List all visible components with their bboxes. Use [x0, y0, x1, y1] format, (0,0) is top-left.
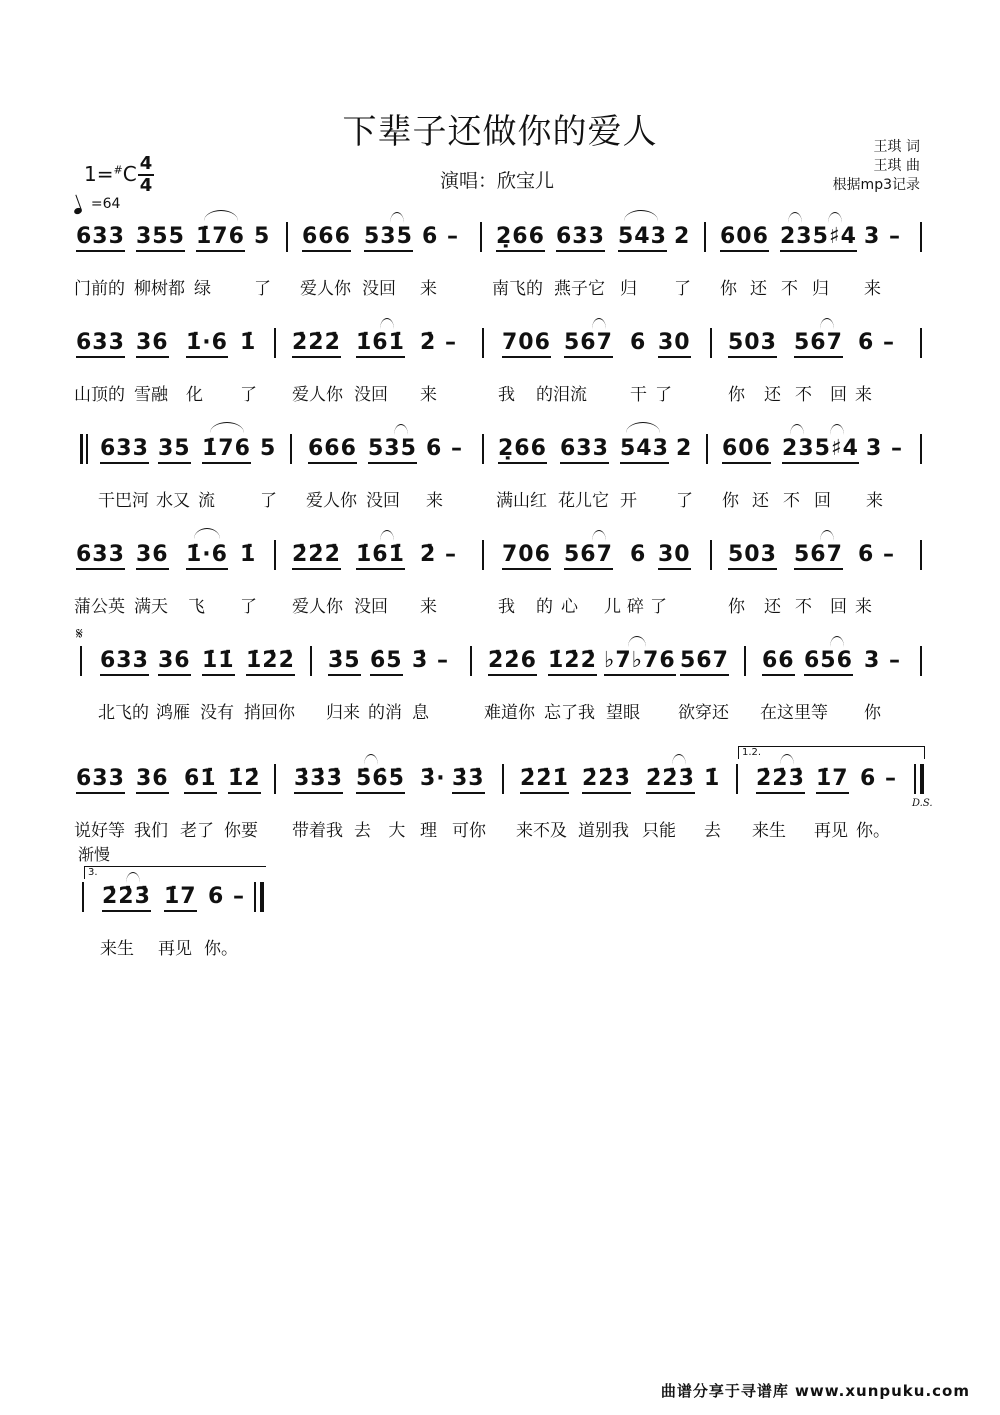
key-letter: C [122, 162, 137, 186]
lyric: 我们 [134, 821, 168, 841]
lyric: 了 [676, 491, 693, 511]
note-group: 5 [254, 224, 271, 249]
note-group: 633 [76, 224, 125, 252]
lyric: 蒲公英 [74, 597, 125, 617]
note-group: 36 [136, 330, 169, 358]
note-group: 6 – [426, 436, 463, 461]
lyric: 来生 [752, 821, 786, 841]
lyric: 带着我 [292, 821, 343, 841]
note-group: 1̇ [240, 330, 257, 355]
repeat-end [920, 764, 924, 794]
segno-sign: 𝄋 [76, 624, 83, 643]
lyric: 捎回你 [244, 703, 295, 723]
note-group: 535 [364, 224, 413, 252]
bar-line [710, 540, 712, 570]
note-group: 3̇· [420, 766, 446, 791]
bar-line [82, 882, 84, 912]
lyric: 的泪流 [536, 385, 587, 405]
lyric: 你要 [224, 821, 258, 841]
lyric: 鸿雁 [156, 703, 190, 723]
lyric: 还不归 [750, 279, 843, 299]
bar-line [480, 222, 482, 252]
tempo-value: =64 [90, 196, 121, 212]
bar-line [274, 540, 276, 570]
slur [788, 212, 802, 223]
lyric: 息 [412, 703, 429, 723]
slur [626, 422, 660, 433]
bar-line [482, 328, 484, 358]
note-group: 2̇2̇2̇ [292, 542, 341, 570]
note-group: 1̇2̇2̇ [548, 648, 597, 676]
lyric: 你。 [204, 939, 238, 959]
note-group: 3̇3̇ [452, 766, 485, 794]
notes [74, 747, 926, 806]
note-group: 2̇2̇6 [488, 648, 537, 676]
lyric: 还不 [764, 597, 826, 617]
lyric: 你 [864, 703, 881, 723]
lyric: 满山红 [496, 491, 547, 511]
note-group: 235♯4 [780, 224, 857, 252]
note-group: 706 [502, 330, 551, 358]
lyric: 来 [420, 279, 437, 299]
lyric: 爱人你 [292, 597, 343, 617]
slur [394, 424, 408, 435]
volta-bracket-3: 3. [84, 866, 266, 879]
note-group: 1̇61̇ [356, 542, 405, 570]
notes [74, 648, 926, 688]
score-row-1 [74, 224, 926, 314]
lyric: 只能 [642, 821, 676, 841]
note-group: 5 [260, 436, 277, 461]
note-group: 36 [158, 648, 191, 676]
note-group: 6̇5 [370, 648, 403, 676]
note-group: 633 [76, 542, 125, 570]
score-row-3 [74, 436, 926, 526]
lyric: 来 [420, 597, 437, 617]
lyric: 南飞的 [492, 279, 543, 299]
bar-line [482, 540, 484, 570]
note-group: 1̇ [240, 542, 257, 567]
lyric: 干了 [630, 385, 680, 405]
note-group: 3̇5 [328, 648, 361, 676]
slur [194, 528, 220, 539]
note-group: 2̣66 [496, 224, 545, 252]
score-row-7 [74, 867, 926, 974]
lyric: 说好等 [74, 821, 125, 841]
time-top: 4 [139, 153, 153, 174]
note-group: 503 [728, 330, 777, 358]
note-group: 2̇2̇1̇ [520, 766, 569, 794]
bar-line [920, 328, 922, 358]
time-bottom: 4 [139, 175, 153, 196]
lyric: 还不回 [752, 491, 845, 511]
note-group: 1̇·6 [186, 542, 228, 570]
slur [830, 424, 844, 435]
lyric: 你 [722, 491, 739, 511]
sharp-sign: # [113, 163, 123, 177]
lyric: 还不 [764, 385, 826, 405]
note-group: 2 [674, 224, 691, 249]
note-group: 235♯4 [782, 436, 859, 464]
key-signature [84, 162, 137, 186]
lyric: 的心 [536, 597, 586, 617]
note-group: 3̇ – [412, 648, 449, 673]
slur [828, 212, 842, 223]
slur [380, 318, 394, 329]
ritardando: 渐慢 [78, 845, 111, 864]
bar-line [710, 328, 712, 358]
notes [74, 330, 926, 370]
note-group: 2̇2̇3̇ [102, 884, 151, 912]
lyric: 雪融 [134, 385, 168, 405]
note-group: 1̇76 [196, 224, 245, 252]
bar-line [310, 646, 312, 676]
bar-line [274, 328, 276, 358]
note-group: 633 [76, 766, 125, 794]
lyric: 你 [728, 385, 745, 405]
lyric: 你 [728, 597, 745, 617]
lyric: 化 [186, 385, 203, 405]
lyric: 了 [254, 279, 271, 299]
singer: 演唱：欣宝儿 [440, 170, 555, 192]
note-group: 543 [618, 224, 667, 252]
lyric: 理 [420, 821, 437, 841]
note-group: 6 [630, 330, 647, 355]
lyric: 燕子它 [554, 279, 605, 299]
note-group: 606 [720, 224, 769, 252]
slur [204, 210, 238, 221]
lyric: 绿 [194, 279, 211, 299]
bar-line [502, 764, 504, 794]
notes [74, 867, 926, 924]
lyric: 飞 [188, 597, 205, 617]
note-group: 567 [680, 648, 729, 676]
slur [364, 754, 378, 765]
footer-watermark: 曲谱分享于寻谱库 www.xunpuku.com [660, 1382, 970, 1400]
slur [592, 530, 606, 541]
lyric: 老了 [180, 821, 214, 841]
lyric: 来 [866, 491, 883, 511]
note-group: 36 [136, 766, 169, 794]
note-group: 30 [658, 542, 691, 570]
lyric: 没回 [354, 385, 388, 405]
lyric: 里等 [794, 703, 828, 723]
note-group: 2 [676, 436, 693, 461]
note-group: 567 [794, 330, 843, 358]
lyric: 回来 [830, 385, 880, 405]
bar-line [290, 434, 292, 464]
lyric: 我 [498, 597, 515, 617]
lyric: 来 [864, 279, 881, 299]
note-group: 503 [728, 542, 777, 570]
note-group: 6 – [860, 766, 897, 791]
lyric: 开 [620, 491, 637, 511]
score-row-2 [74, 330, 926, 420]
bar-line [482, 434, 484, 464]
slur [390, 212, 404, 223]
lyric: 去 [704, 821, 721, 841]
note-group: 6 – [422, 224, 459, 249]
lyric: 干巴河 [98, 491, 149, 511]
note-group: 6 [630, 542, 647, 567]
notes [74, 542, 926, 582]
slur [820, 318, 834, 329]
note-group: 1̇·6 [186, 330, 228, 358]
note-group: 66 [762, 648, 795, 676]
note-group: 2̣66 [498, 436, 547, 464]
volta-bracket: 1.2. [738, 746, 925, 759]
final-bar-line [260, 882, 264, 912]
note-group: 633 [76, 330, 125, 358]
lyric: 柳树都 [134, 279, 185, 299]
slur [592, 318, 606, 329]
lyric: 爱人你 [292, 385, 343, 405]
lyric: 爱人你 [300, 279, 351, 299]
lyric: 爱人你 [306, 491, 357, 511]
slur [820, 530, 834, 541]
lyric: 道别我 [578, 821, 629, 841]
notes [74, 224, 926, 264]
lyric: 北飞的 [98, 703, 149, 723]
lyric: 来 [420, 385, 437, 405]
bar-line [80, 646, 82, 676]
note-group: 2̇2̇3̇ [756, 766, 805, 794]
lyric: 可你 [452, 821, 486, 841]
note-group: 1̇2̇ [228, 766, 261, 794]
note-group: 3 – [864, 648, 901, 673]
ds-mark: D.S. [912, 798, 933, 809]
lyric: 归来 [326, 703, 360, 723]
note-group: 2̇ – [420, 330, 457, 355]
bar-line [744, 646, 746, 676]
slur [672, 754, 686, 765]
note-group: 3̇3̇3̇ [294, 766, 343, 794]
lyric: 了 [260, 491, 277, 511]
lyric: 来不及 [516, 821, 567, 841]
slur [830, 636, 844, 647]
credits [833, 138, 920, 195]
source-note: 根据mp3记录 [832, 177, 920, 193]
composer: 王琪 曲 [873, 158, 920, 174]
note-group: 656 [804, 648, 853, 676]
bar-line [920, 540, 922, 570]
note-group: 567 [564, 330, 613, 358]
lyric: 了 [240, 597, 257, 617]
lyric: 去 大 [354, 821, 412, 841]
note-group: 1̇1̇ [202, 648, 235, 676]
lyric: 回来 [830, 597, 880, 617]
lyric: 再见 [158, 939, 192, 959]
lyric: 儿碎了 [604, 597, 673, 617]
bar-line [286, 222, 288, 252]
score-row-4 [74, 542, 926, 632]
note-group: 1̇76 [202, 436, 251, 464]
bar-line [470, 646, 472, 676]
note-group: 666 [308, 436, 357, 464]
note-group: 355 [136, 224, 185, 252]
note-group: 567 [564, 542, 613, 570]
note-group: 36 [136, 542, 169, 570]
lyric: 没回 [366, 491, 400, 511]
note-group: 1̇7 [816, 766, 849, 794]
lyric: 的消 [368, 703, 402, 723]
note-group: 606 [722, 436, 771, 464]
note-group: 3 – [866, 436, 903, 461]
note-group: 3 – [864, 224, 901, 249]
note-group: 633 [100, 648, 149, 676]
score-row-6 [74, 747, 926, 856]
note-group: 633 [560, 436, 609, 464]
repeat-start [80, 434, 83, 464]
bar-line [920, 434, 922, 464]
note-group: 535 [368, 436, 417, 464]
note-group: 30 [658, 330, 691, 358]
note-group: 567 [794, 542, 843, 570]
lyricist: 王琪 词 [873, 139, 920, 155]
lyric: 没有 [200, 703, 234, 723]
slur [380, 530, 394, 541]
lyric: 忘了我 [544, 703, 595, 723]
bar-line [706, 434, 708, 464]
lyric: 门前的 [74, 279, 125, 299]
key-prefix: 1= [84, 162, 114, 186]
lyric: 来 [426, 491, 443, 511]
bar-line [704, 222, 706, 252]
slur [210, 422, 244, 433]
lyric: 望眼 [606, 703, 640, 723]
lyric: 没回 [354, 597, 388, 617]
bar-line [920, 222, 922, 252]
lyric: 了 [240, 385, 257, 405]
lyric: 归 [620, 279, 637, 299]
lyric: 你 [720, 279, 737, 299]
note-group: 35 [158, 436, 191, 464]
note-group: 1̇7 [164, 884, 197, 912]
note-group: 6 – [858, 542, 895, 567]
lyric: 你。 [856, 821, 890, 841]
bar-line [920, 646, 922, 676]
note-group: 2̇ – [420, 542, 457, 567]
note-group: 1̇2̇2̇ [246, 648, 295, 676]
note-group: ♭7♭76 [604, 648, 676, 676]
lyric: 了 [674, 279, 691, 299]
note-group: 706 [502, 542, 551, 570]
note-group: 666 [302, 224, 351, 252]
lyric: 满天 [134, 597, 168, 617]
lyric: 欲穿还 [678, 703, 729, 723]
lyric: 在这 [760, 703, 794, 723]
lyric: 花儿它 [558, 491, 609, 511]
note-group: 2̇2̇3̇ [646, 766, 695, 794]
note-group: 633 [556, 224, 605, 252]
slur [624, 210, 658, 221]
score-row-5 [74, 648, 926, 738]
lyric: 我 [498, 385, 515, 405]
lyric: 难道你 [484, 703, 535, 723]
note-group: 633 [100, 436, 149, 464]
lyric: 流 [198, 491, 215, 511]
lyric: 来生 [100, 939, 134, 959]
bar-line [274, 764, 276, 794]
note-group: 2̇2̇3̇ [582, 766, 631, 794]
lyric: 山顶的 [74, 385, 125, 405]
lyric: 再见 [814, 821, 848, 841]
note-group: 6 – [858, 330, 895, 355]
note-group: 2̇2̇2̇ [292, 330, 341, 358]
tempo-mark [74, 196, 120, 214]
lyric: 没回 [362, 279, 396, 299]
note-group: 1̇61̇ [356, 330, 405, 358]
notes [74, 436, 926, 476]
note-group: 6 – [208, 884, 245, 909]
quarter-note-icon [73, 207, 83, 215]
lyric: 水又 [156, 491, 190, 511]
note-group: 1̇ [704, 766, 721, 791]
slur [790, 424, 804, 435]
slur [628, 636, 646, 647]
note-group: 61̇ [184, 766, 217, 794]
time-signature [138, 155, 154, 195]
note-group: 5̇6̇5̇ [356, 766, 405, 794]
bar-line [736, 764, 738, 794]
song-title: 下辈子还做你的爱人 [342, 112, 658, 152]
note-group: 543 [620, 436, 669, 464]
